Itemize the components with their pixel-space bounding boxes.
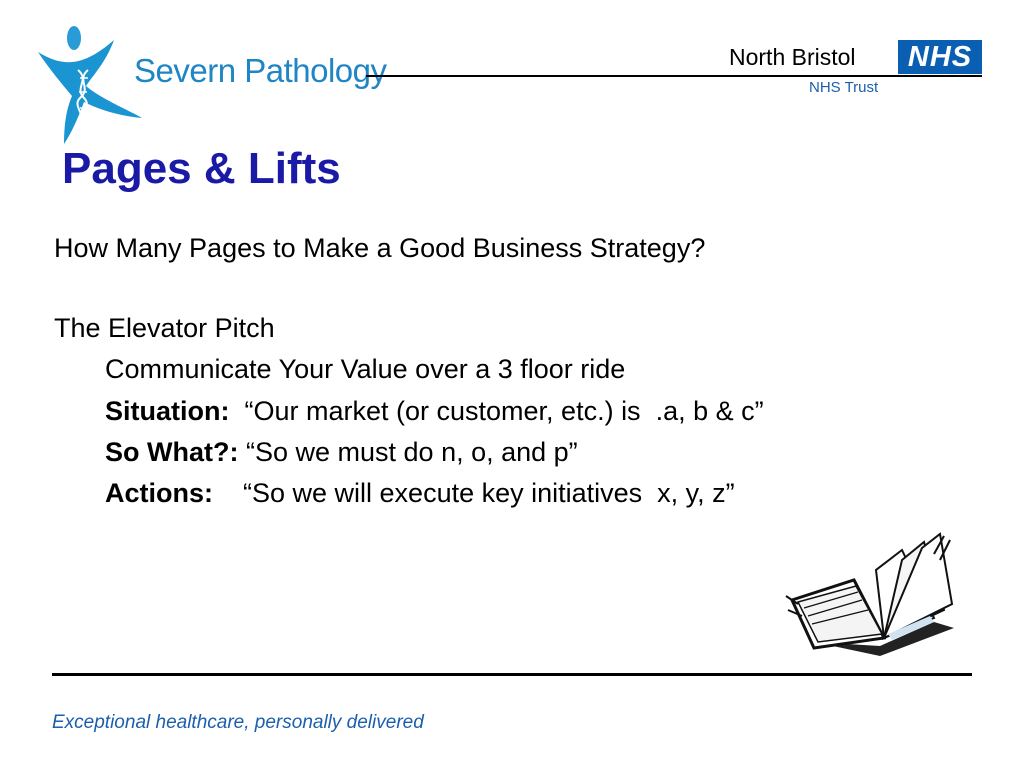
org-name: North Bristol bbox=[729, 44, 856, 70]
footer-divider bbox=[52, 673, 972, 676]
pitch-item-label: So What?: bbox=[105, 437, 239, 467]
pitch-item-label: Actions: bbox=[105, 478, 213, 508]
pitch-item-actions bbox=[105, 477, 735, 509]
pitch-intro: Communicate Your Value over a 3 floor ride bbox=[105, 354, 626, 384]
pitch-heading: The Elevator Pitch bbox=[54, 313, 275, 343]
brand-name: Severn Pathology bbox=[134, 52, 387, 89]
pitch-item-text: “So we will execute key initiatives x, y, z” bbox=[213, 478, 735, 508]
slide-title: Pages & Lifts bbox=[62, 144, 341, 193]
header-divider bbox=[366, 75, 982, 77]
pitch-item-text: “Our market (or customer, etc.) is .a, b & c” bbox=[229, 396, 764, 426]
pitch-item-text: “So we must do n, o, and p” bbox=[238, 437, 578, 467]
pitch-item-situation bbox=[105, 395, 764, 427]
pitch-item-so-what bbox=[105, 436, 578, 468]
question-text: How Many Pages to Make a Good Business Strategy? bbox=[54, 233, 706, 263]
open-book-icon bbox=[784, 530, 964, 660]
nhs-logo: NHS bbox=[898, 40, 982, 74]
footer-tagline: Exceptional healthcare, personally delivered bbox=[52, 712, 424, 733]
pitch-item-label: Situation: bbox=[105, 396, 230, 426]
severn-pathology-figure-icon bbox=[34, 22, 146, 146]
org-subtitle: NHS Trust bbox=[809, 79, 879, 96]
